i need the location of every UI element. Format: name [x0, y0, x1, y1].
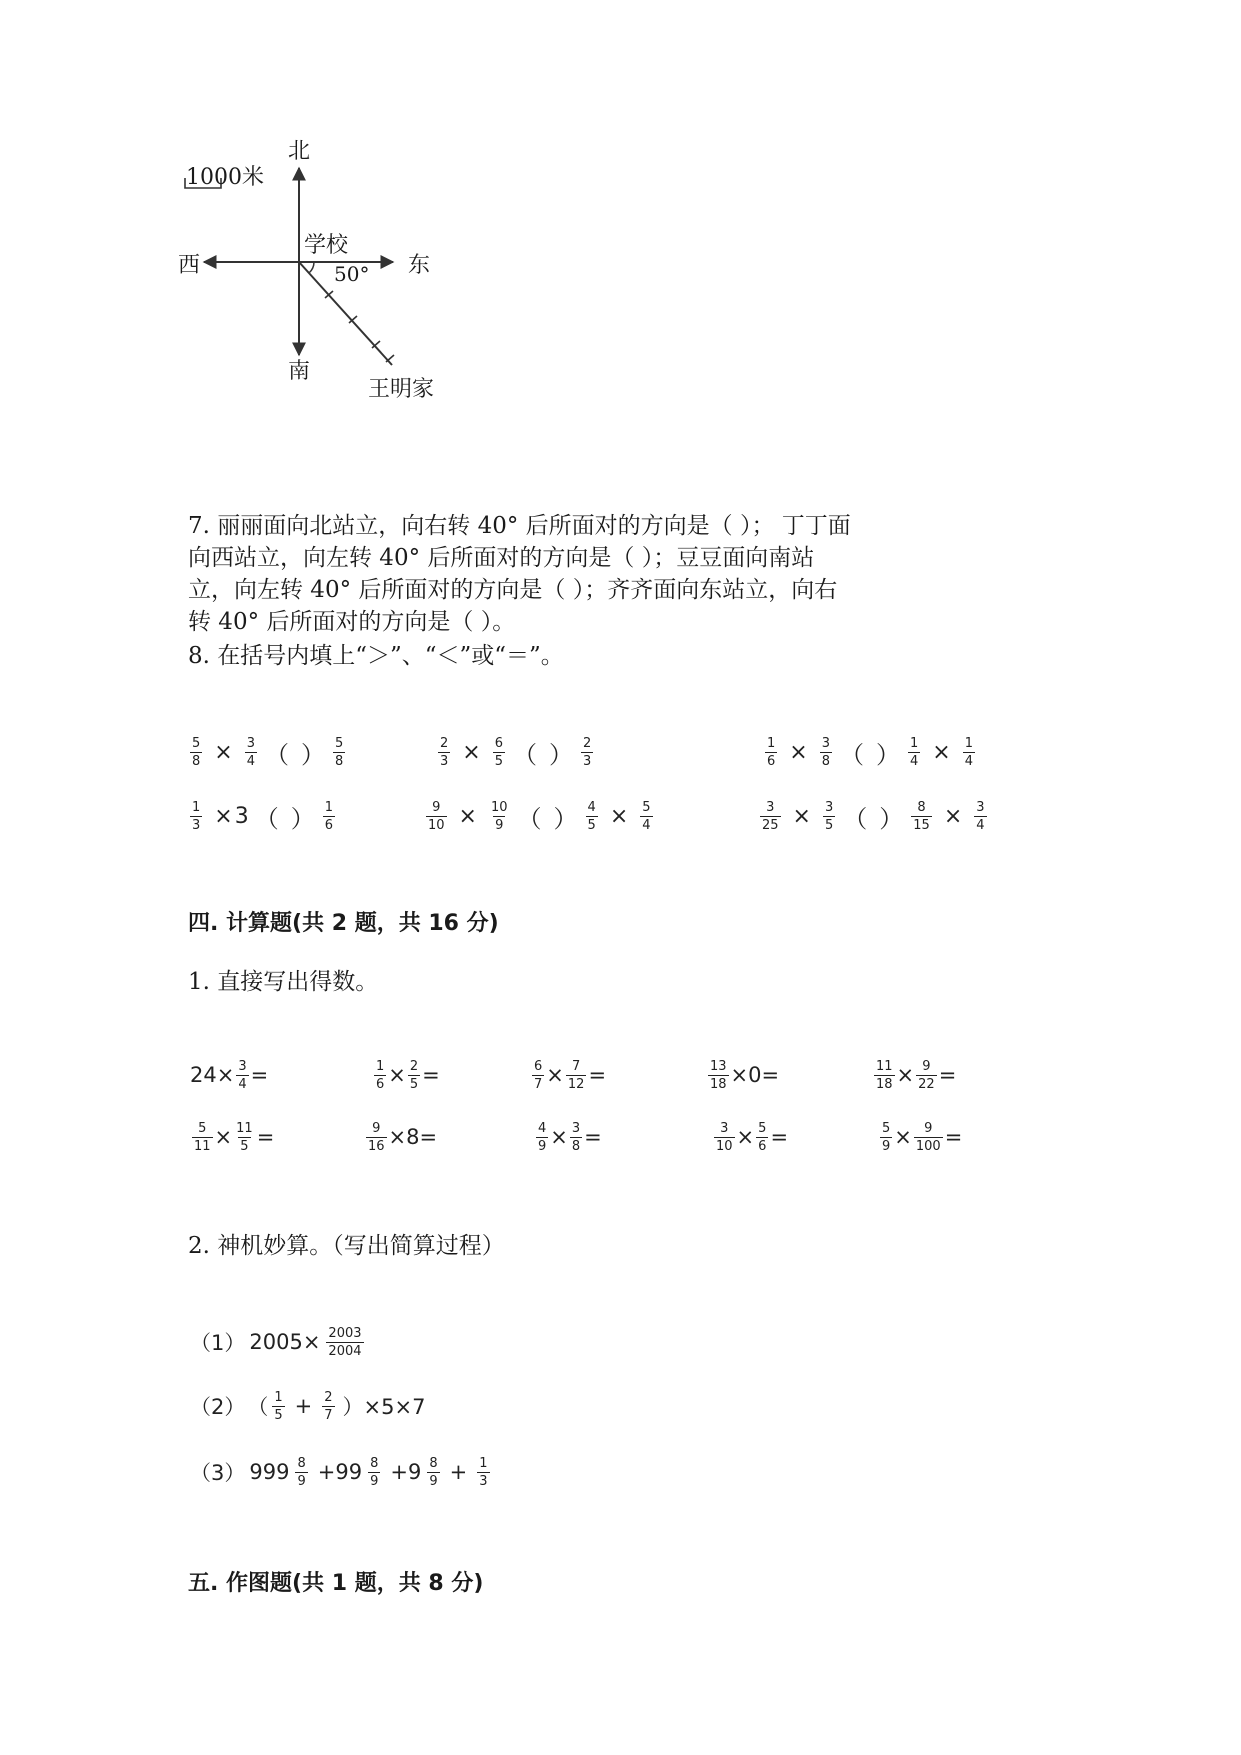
fraction: $\frac{2}{5}$ — [409, 1058, 419, 1092]
fraction: $\frac{5}{11}$ — [194, 1120, 211, 1154]
fraction: $\frac{3}{4}$ — [246, 735, 255, 769]
q7-line: 转 40° 后所面对的方向是（ ）。 — [188, 609, 516, 635]
fraction: $\frac{11}{5}$ — [236, 1120, 253, 1154]
answer-blank-open: （ — [517, 804, 542, 833]
whole-number: 3 — [234, 803, 249, 829]
fraction: $\frac{1}{4}$ — [964, 735, 973, 769]
angle-label: 50° — [334, 262, 370, 286]
subproblem-2: （2） （ $\frac{1}{5}$ + $\frac{2}{7}$ ）×5×7 — [190, 1389, 426, 1423]
compare-item — [758, 788, 989, 844]
east-label: 东 — [408, 253, 431, 278]
subproblem-label: （1） — [190, 1331, 246, 1355]
fraction: $\frac{3}{4}$ — [976, 799, 985, 833]
fraction: $\frac{11}{18}$ — [876, 1058, 893, 1092]
section-4-q1: 1. 直接写出得数。 — [188, 969, 379, 995]
q8-prompt: 8. 在括号内填上“＞”、“＜”或“＝”。 — [188, 643, 564, 669]
times-sign: × — [932, 739, 951, 765]
times-sign: × — [943, 803, 963, 829]
fraction: $\frac{5}{4}$ — [642, 799, 651, 833]
angle-arc — [309, 262, 314, 273]
subproblem-1: （1） 2005× $\frac{2003}{2004}$ — [190, 1325, 362, 1359]
answer-blank-open: （ — [843, 804, 868, 833]
calc-item: $\frac{5}{11}$ × $\frac{11}{5}$ = — [194, 1120, 275, 1154]
fraction: $\frac{1}{3}$ — [479, 1455, 488, 1489]
fraction: $\frac{13}{18}$ — [710, 1058, 727, 1092]
times-sign: × — [462, 739, 481, 765]
answer-blank-close: ） — [553, 804, 578, 833]
fraction: $\frac{3}{4}$ — [238, 1058, 247, 1092]
scale-label: 1000米 — [186, 165, 264, 190]
q7-line: 立，向左转 40° 后所面对的方向是（ ）；齐齐面向东站立，向右 — [188, 577, 838, 603]
answer-blank-open: （ — [265, 740, 289, 769]
fraction: $\frac{2}{3}$ — [440, 735, 449, 769]
fraction: $\frac{1}{6}$ — [767, 735, 776, 769]
fraction: $\frac{2}{7}$ — [324, 1389, 333, 1423]
answer-blank-close: ） — [879, 804, 904, 833]
answer-blank-open: （ — [840, 740, 864, 769]
calc-item: $\frac{13}{18}$ × 0 = — [710, 1058, 780, 1092]
calc-item: 24 × $\frac{3}{4}$ = — [190, 1058, 269, 1092]
direction-diagram — [168, 140, 458, 410]
calc-item: $\frac{9}{16}$ × 8 = — [368, 1120, 438, 1154]
fraction: $\frac{6}{7}$ — [534, 1058, 543, 1092]
fraction: $\frac{8}{9}$ — [429, 1455, 438, 1489]
north-label: 北 — [288, 139, 311, 164]
answer-blank-close: ） — [876, 740, 900, 769]
fraction: $\frac{3}{8}$ — [571, 1120, 581, 1154]
fraction: $\frac{5}{8}$ — [192, 735, 201, 769]
times-sign: × — [792, 803, 811, 829]
fraction: $\frac{5}{9}$ — [882, 1120, 891, 1154]
fraction: $\frac{1}{6}$ — [324, 799, 333, 833]
fraction: $\frac{5}{8}$ — [335, 735, 344, 769]
fraction: $\frac{3}{8}$ — [821, 735, 830, 769]
calc-item: $\frac{11}{18}$ × $\frac{9}{22}$ = — [876, 1058, 957, 1092]
calc-item: $\frac{6}{7}$ × $\frac{7}{12}$ = — [534, 1058, 607, 1092]
times-sign: × — [789, 739, 808, 765]
fraction: $\frac{10}{9}$ — [490, 799, 508, 833]
fraction: $\frac{9}{100}$ — [915, 1120, 941, 1154]
fraction: $\frac{7}{12}$ — [567, 1058, 585, 1092]
school-label: 学校 — [304, 233, 349, 258]
answer-blank-close: ） — [290, 804, 315, 833]
times-sign: × — [214, 803, 233, 829]
section-4-title: 四. 计算题(共 2 题，共 16 分) — [188, 911, 499, 936]
section-4-q2: 2. 神机妙算。（写出简算过程） — [188, 1233, 505, 1259]
compare-item — [424, 788, 655, 844]
fraction: $\frac{9}{10}$ — [428, 799, 445, 833]
compare-item — [763, 724, 977, 780]
fraction: $\frac{9}{16}$ — [368, 1120, 385, 1154]
compare-item — [188, 788, 337, 844]
subproblem-3: （3） 999 $\frac{8}{9}$ +99 $\frac{8}{9}$ +9 $\frac{8}{9}$ + $\frac{1}{3}$ — [190, 1455, 488, 1489]
calc-item: $\frac{1}{6}$ × $\frac{2}{5}$ = — [376, 1058, 440, 1092]
fraction: $\frac{1}{6}$ — [376, 1058, 385, 1092]
home-label: 王明家 — [368, 377, 435, 402]
calc-item: $\frac{3}{10}$ × $\frac{5}{6}$ = — [716, 1120, 789, 1154]
fraction: $\frac{8}{15}$ — [913, 799, 930, 833]
times-sign: × — [458, 803, 477, 829]
times-sign: × — [214, 739, 233, 765]
fraction: $\frac{3}{25}$ — [762, 799, 779, 833]
fraction: $\frac{4}{5}$ — [587, 799, 596, 833]
fraction: $\frac{3}{5}$ — [824, 799, 834, 833]
fraction: $\frac{8}{9}$ — [370, 1455, 379, 1489]
fraction: $\frac{1}{4}$ — [910, 735, 919, 769]
fraction: $\frac{8}{9}$ — [297, 1455, 306, 1489]
calc-item: $\frac{5}{9}$ × $\frac{9}{100}$ = — [882, 1120, 963, 1154]
west-label: 西 — [178, 253, 201, 278]
answer-blank-open: （ — [254, 804, 279, 833]
fraction: $\frac{4}{9}$ — [538, 1120, 547, 1154]
fraction: $\frac{2}{3}$ — [583, 735, 592, 769]
q7-line: 向西站立，向左转 40° 后所面对的方向是（ ）；豆豆面向南站 — [188, 545, 815, 571]
south-label: 南 — [288, 359, 311, 384]
subproblem-label: （3） — [190, 1461, 246, 1485]
answer-blank-close: ） — [301, 740, 325, 769]
fraction: $\frac{2003}{2004}$ — [328, 1325, 362, 1359]
q7-text — [188, 510, 851, 638]
fraction: $\frac{3}{10}$ — [716, 1120, 733, 1154]
answer-blank-open: （ — [513, 740, 537, 769]
fraction: $\frac{1}{5}$ — [274, 1389, 283, 1423]
subproblem-label: （2） — [190, 1395, 246, 1419]
fraction: $\frac{5}{6}$ — [758, 1120, 767, 1154]
fraction: $\frac{1}{3}$ — [192, 799, 201, 833]
compare-item — [436, 724, 595, 780]
fraction: $\frac{9}{22}$ — [918, 1058, 935, 1092]
times-sign: × — [609, 803, 629, 829]
section-5-title: 五. 作图题(共 1 题，共 8 分) — [188, 1571, 484, 1596]
calc-item: $\frac{4}{9}$ × $\frac{3}{8}$ = — [538, 1120, 602, 1154]
compare-item — [188, 724, 347, 780]
answer-blank-close: ） — [549, 740, 573, 769]
fraction: $\frac{6}{5}$ — [494, 735, 503, 769]
q7-line: 7. 丽丽面向北站立，向右转 40° 后所面对的方向是（ ）； 丁丁面 — [188, 513, 851, 539]
